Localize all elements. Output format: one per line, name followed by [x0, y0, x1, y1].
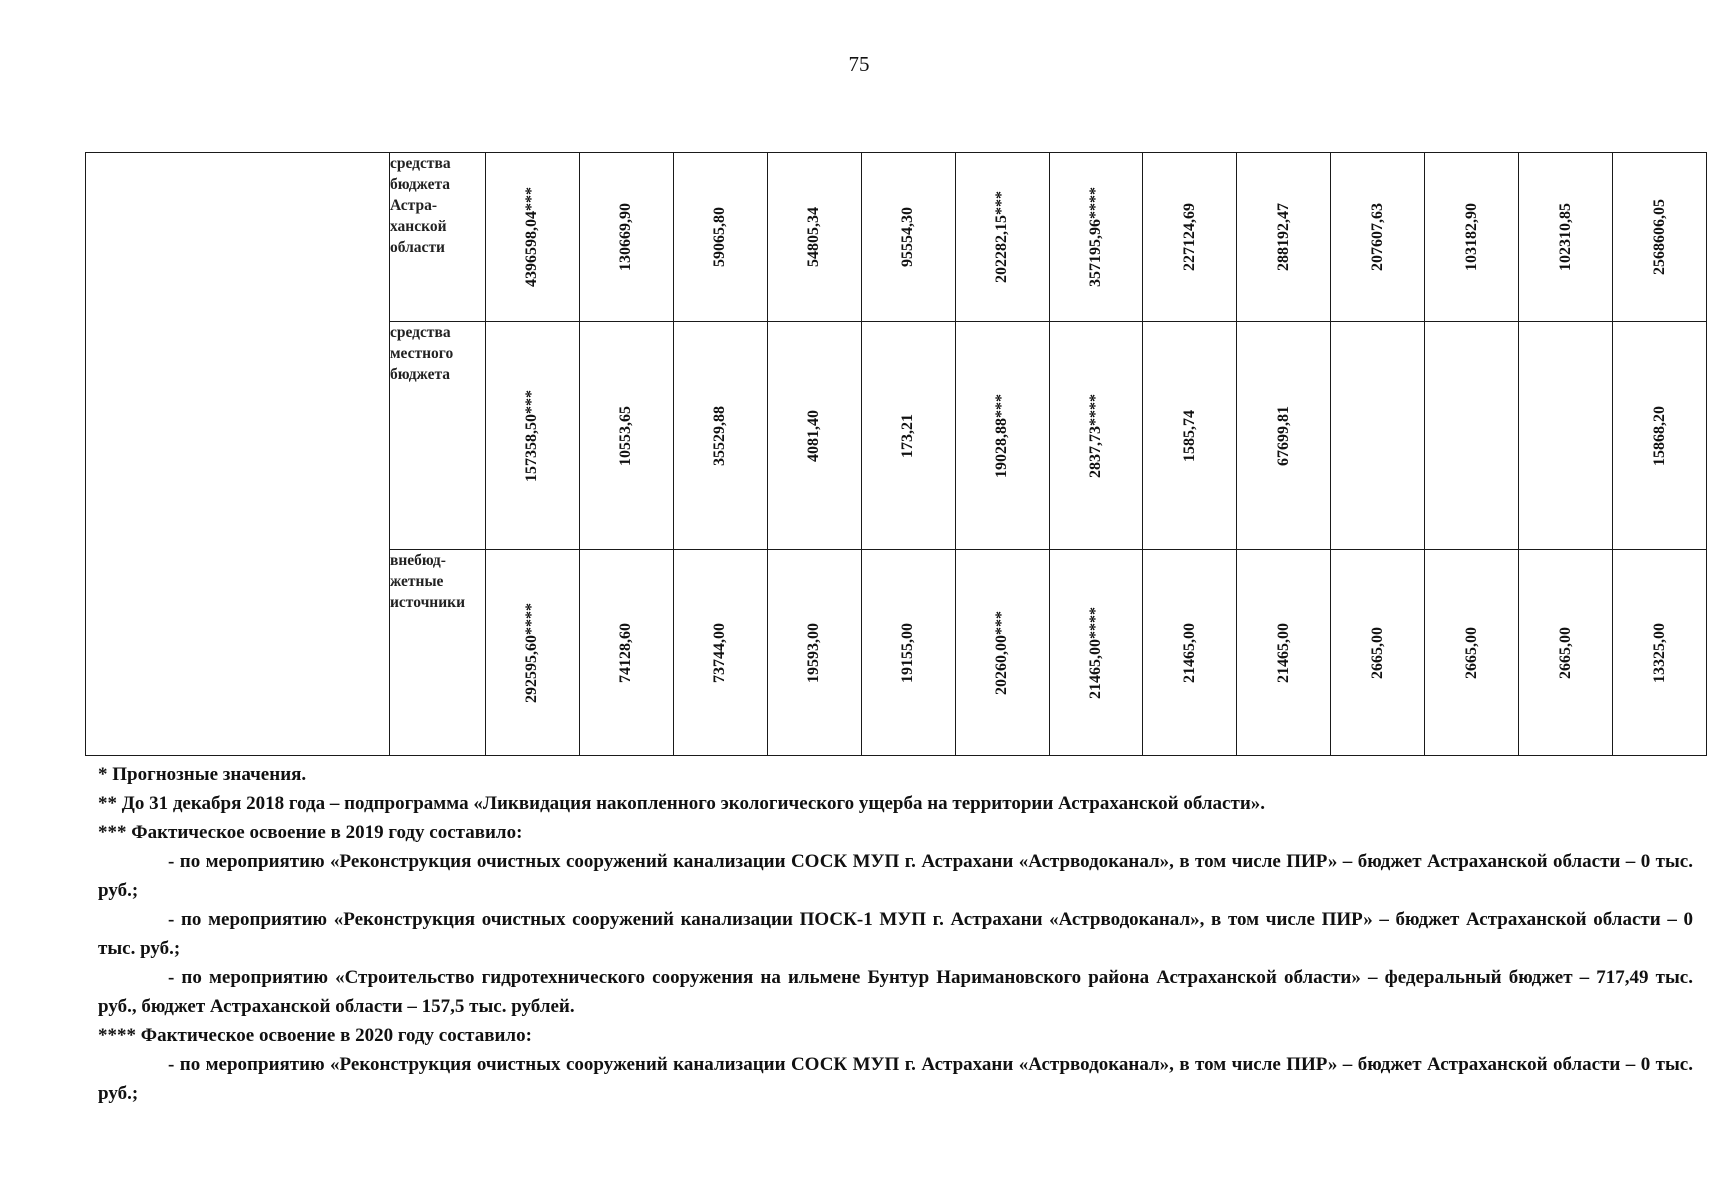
cell-value: 292595,60****: [523, 602, 541, 703]
value-cell: [673, 550, 767, 756]
value-cell: [1613, 322, 1707, 550]
cell-value: 13325,00: [1650, 622, 1668, 683]
footnote-2019-item-2: - по мероприятию «Реконструкция очистных сооружений канализации ПОСК-1 МУП г. Астрахани «Астрводоканал», в том числе ПИР» – бюджет Астраханской области – 0 тыс. руб.;: [98, 909, 1693, 959]
cell-value: 2665,00: [1462, 626, 1480, 679]
value-cell: [767, 550, 861, 756]
cell-value: 74128,60: [617, 622, 635, 683]
value-cell: [579, 322, 673, 550]
cell-value: 103182,90: [1462, 203, 1480, 271]
footnote-2020-item-1: - по мероприятию «Реконструкция очистных сооружений канализации СОСК МУП г. Астрахани «Астрводоканал», в том числе ПИР» – бюджет Астраханской области – 0 тыс. руб.;: [98, 1054, 1693, 1104]
value-cell: [955, 322, 1049, 550]
cell-value: 73744,00: [711, 622, 729, 683]
cell-value: 227124,69: [1180, 203, 1198, 271]
value-cell: [1049, 550, 1143, 756]
value-cell: [767, 322, 861, 550]
cell-value: 2568606,05: [1650, 199, 1668, 275]
cell-value: 130669,90: [617, 203, 635, 271]
cell-value: 19155,00: [899, 622, 917, 683]
value-cell: [861, 550, 955, 756]
cell-value: 19028,88***: [993, 393, 1011, 478]
cell-value: 20260,00***: [993, 610, 1011, 695]
value-cell: [861, 153, 955, 322]
value-cell: [579, 153, 673, 322]
cell-value: 15868,20: [1650, 405, 1668, 466]
value-cell: [486, 550, 580, 756]
budget-table: [85, 152, 1707, 756]
cell-value: 19593,00: [805, 622, 823, 683]
cell-value: 2665,00: [1556, 626, 1574, 679]
value-cell: [1049, 153, 1143, 322]
value-cell: [1519, 153, 1613, 322]
value-cell: [1237, 322, 1331, 550]
cell-value: 10553,65: [617, 405, 635, 466]
value-cell: [861, 322, 955, 550]
page-number: 75: [848, 52, 870, 76]
row-label: внебюд-жетные источники: [390, 550, 486, 756]
cell-value: 21465,00: [1274, 622, 1292, 683]
value-cell: [1237, 550, 1331, 756]
value-cell: [1331, 322, 1425, 550]
row-label: средства местного бюджета: [390, 322, 486, 550]
footnote-subprogram: ** До 31 декабря 2018 года – подпрограмма «Ликвидация накопленного экологического ущерба на территории Астраханской области».: [98, 793, 1266, 814]
value-cell: [1237, 153, 1331, 322]
value-cell: [1425, 322, 1519, 550]
cell-value: 21465,00****: [1086, 606, 1104, 699]
footnotes: [98, 760, 1693, 1108]
row-label: средства бюджета Астра-ханской области: [390, 153, 486, 322]
value-cell: [1425, 550, 1519, 756]
value-cell: [673, 153, 767, 322]
cell-value: 59065,80: [711, 207, 729, 267]
cell-value: 4081,40: [805, 409, 823, 462]
value-cell: [673, 322, 767, 550]
value-cell: [1331, 550, 1425, 756]
value-cell: [486, 153, 580, 322]
cell-value: 357195,96****: [1086, 187, 1104, 287]
cell-value: 4396598,04***: [523, 187, 541, 287]
cell-value: 1585,74: [1180, 409, 1198, 462]
footnote-2019-heading: *** Фактическое освоение в 2019 году составило:: [98, 822, 523, 843]
footnote-2020-heading: **** Фактическое освоение в 2020 году составило:: [98, 1025, 532, 1046]
empty-merged-cell: [86, 153, 390, 756]
value-cell: [1519, 550, 1613, 756]
cell-value: 21465,00: [1180, 622, 1198, 683]
cell-value: 207607,63: [1368, 203, 1386, 271]
value-cell: [1143, 550, 1237, 756]
value-cell: [1049, 322, 1143, 550]
table-row-regional-budget: [86, 153, 1707, 322]
footnote-2019-item-3: - по мероприятию «Строительство гидротехнического сооружения на ильмене Бунтур Наримановского района Астраханской области» – федеральный бюджет – 717,49 тыс. руб., бюджет Астраханской области – 157,5 тыс. рублей.: [98, 967, 1693, 1017]
value-cell: [1613, 550, 1707, 756]
value-cell: [1331, 153, 1425, 322]
value-cell: [486, 322, 580, 550]
cell-value: 2665,00: [1368, 626, 1386, 679]
value-cell: [1143, 153, 1237, 322]
cell-value: 67699,81: [1274, 405, 1292, 466]
cell-value: 2837,73****: [1086, 393, 1104, 478]
value-cell: [1613, 153, 1707, 322]
cell-value: 35529,88: [711, 405, 729, 466]
value-cell: [579, 550, 673, 756]
value-cell: [1425, 153, 1519, 322]
value-cell: [1519, 322, 1613, 550]
cell-value: 95554,30: [899, 207, 917, 267]
footnote-forecast: * Прогнозные значения.: [98, 764, 307, 785]
cell-value: 173,21: [899, 413, 917, 458]
value-cell: [1143, 322, 1237, 550]
cell-value: 157358,50***: [523, 389, 541, 482]
footnote-2019-item-1: - по мероприятию «Реконструкция очистных сооружений канализации СОСК МУП г. Астрахани «Астрводоканал», в том числе ПИР» – бюджет Астраханской области – 0 тыс. руб.;: [98, 851, 1693, 901]
value-cell: [767, 153, 861, 322]
value-cell: [955, 153, 1049, 322]
cell-value: 54805,34: [805, 207, 823, 267]
cell-value: 288192,47: [1274, 203, 1292, 271]
cell-value: 202282,15***: [993, 191, 1011, 283]
cell-value: 102310,85: [1556, 203, 1574, 271]
value-cell: [955, 550, 1049, 756]
